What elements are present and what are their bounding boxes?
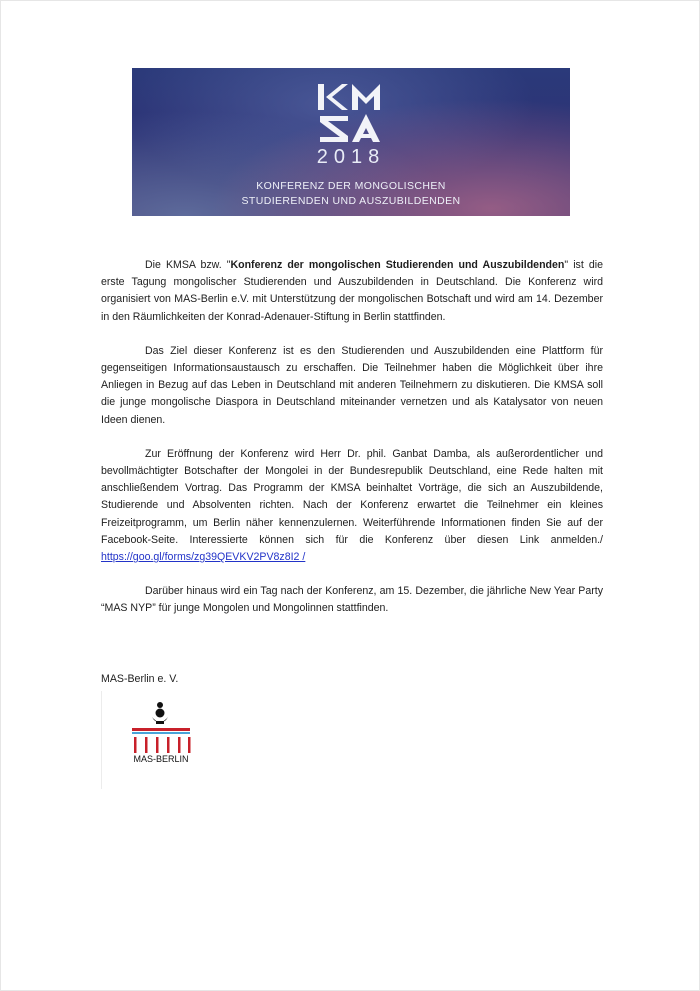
goal-text: Das Ziel dieser Konferenz ist es den Studierenden und Auszubildenden eine Plattform für gegenseitigen Informationsaustausch zu erschaffen. Die Teilnehmer haben die Möglichkeit über ihre Anliegen in Bezug auf das Leben in Deutschland mit anderen Teilnehmern zu diskutieren. Die KMSA soll die junge mongolische Diaspora in Deutschland miteinander vernetzen und als Katalysator von neuen Ideen dienen. <box>101 344 603 426</box>
body-text <box>101 257 603 635</box>
conference-full-name: Konferenz der mongolischen Studierenden und Auszubildenden <box>230 259 565 271</box>
banner-year: 2018 <box>316 146 386 168</box>
registration-link[interactable]: https://goo.gl/forms/zg39QEVKV2PV8z8I2 / <box>101 551 306 564</box>
banner-subtitle-line1: KONFERENZ DER MONGOLISCHEN <box>256 180 446 192</box>
paragraph-goal <box>101 343 603 429</box>
program-text: Zur Eröffnung der Konferenz wird Herr Dr. phil. Ganbat Damba, als außerordentlicher und bevollmächtigter Botschafter der Mongolei in der Bundesrepublik Deutschland, eine Rede halten mit anschließendem Vortrag. Das Programm der KMSA beinhaltet Vorträge, die sich an Auszubildende, Studierende und Absolventen richten. Nach der Konferenz erwartet die Teilnehmer ein kleines Freizeitprogramm, um Berlin näher kennenzulernen. Weiterführende Informationen finden Sie auf der Facebook-Seite. Interessierte können sich für die Konferenz über diesen Link anmelden./ <box>101 447 603 546</box>
intro-lead: Die KMSA bzw. " <box>145 259 231 271</box>
paragraph-party <box>101 583 603 617</box>
party-text: Darüber hinaus wird ein Tag nach der Konferenz, am 15. Dezember, die jährliche New Year Party “MAS NYP” für junge Mongolen und Mongolinnen stattfinden. <box>101 585 603 615</box>
mas-berlin-logo <box>101 691 217 789</box>
mas-berlin-emblem-icon <box>102 691 214 787</box>
conference-banner <box>132 68 570 216</box>
paragraph-intro <box>101 257 603 326</box>
banner-subtitle <box>132 179 570 209</box>
paragraph-program <box>101 446 603 566</box>
kmsa-logo-icon <box>316 80 386 144</box>
intro-rest: " ist die erste Tagung mongolischer Studierenden und Auszubildenden in Deutschland. Die Konferenz wird organisiert von MAS-Berlin e.V. mit Unterstützung der mongolischen Botschaft und wird am 14. Dezember in den Räumlichkeiten der Konrad-Adenauer-Stiftung in Berlin stattfinden. <box>101 259 603 323</box>
org-logo-label: MAS-BERLIN <box>133 754 189 764</box>
signature: MAS-Berlin e. V. <box>101 673 179 685</box>
banner-subtitle-line2: STUDIERENDEN UND AUSZUBILDENDEN <box>241 195 461 207</box>
